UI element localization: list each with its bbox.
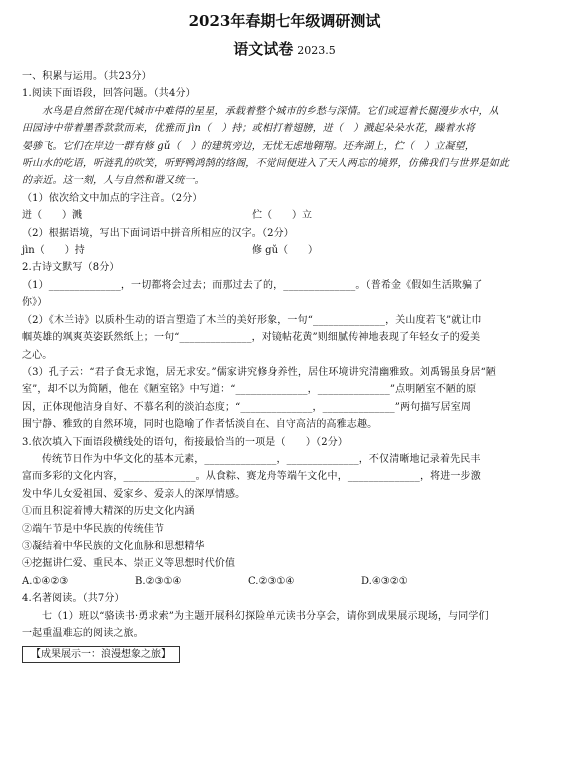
passage-line: 水鸟是自然留在现代城市中难得的星星，承载着整个城市的乡愁与深情。它们或逗着长腿漫步水中，从 [42,105,499,117]
question-1-heading: 1.阅读下面语段，回答问题。（共4分） [22,88,196,100]
question-line: 一起重温难忘的阅读之旅。 [22,628,144,639]
question-line: 富而多彩的文化内容，______________。从食粽、赛龙舟等端午文化中，______________，将进一步激 [22,471,481,483]
answer-options [22,573,547,590]
question-line: 帼英雄的飒爽英姿跃然纸上；一句“______________，对镜帖花黄”则细腻传神地表现了年轻女子的爱美 [22,332,481,344]
answer-blank[interactable]: jìn（ ）持 [22,245,85,257]
choice-item: ④挖掘讲仁爱、重民本、崇正义等思想时代价值 [22,558,236,570]
subject-title: 语文试卷 [233,40,294,58]
option-c[interactable]: C.②③①④ [248,575,295,587]
option-b[interactable]: B.②③①④ [135,575,182,587]
subquestion: （2）根据语境，写出下面词语中拼音所相应的汉字。（2分） [22,227,294,239]
question-4-heading: 4.名著阅读。（共7分） [22,593,125,605]
answer-row [22,242,547,259]
question-2-heading: 2.古诗文默写（8分） [22,262,120,274]
passage-line: 田园诗中带着墨香款款而来，优雅而 jìn（ ）持；或相打着翅膀，迸（ ）溅起朵朵水花，躁着水将 [22,123,475,135]
choice-item: ①而且积淀着博大精深的历史文化内涵 [22,506,195,518]
question-line: 传统节日作为中华文化的基本元素，______________，______________，不仅清晰地记录着先民丰 [42,453,481,465]
answer-blank[interactable]: 修 gǔ（ ） [252,245,319,257]
exam-subtitle [22,40,547,60]
passage-line: 听山水的吃语，听涟乳的吹笑，听野鸭鸿鹄的络阁，不觉间便进入了天人两忘的境界，仿佛我们与世界是如此 [22,158,510,170]
section-box-title: 【成果展示一：浪漫想象之旅】 [22,646,180,663]
question-line: （1）______________，一切都将会过去；而那过去了的，______________。（普希金《假如生活欺骗了 [22,279,483,291]
passage-line: 的亲近。这一刻，人与自然和谐又统一。 [22,175,205,187]
choice-item: ②端午节是中华民族的传统佳节 [22,523,165,535]
exam-date: 2023.5 [297,44,336,57]
question-line: 之心。 [22,349,53,361]
passage-line: 晏骖飞。它们在岸边一群有修 gǔ（ ）的建筑旁边，无忧无虑地翱翔。还奔湖上，伫（ ）立凝望， [22,140,475,152]
question-line: 七（1）班以“骆读书·勇求索”为主题开展科幻探险单元读书分享会，请你到成果展示现场，与同学们 [42,610,489,622]
section-heading: 一、积累与运用。（共23分） [22,71,152,82]
option-d[interactable]: D.④③②① [361,575,408,587]
question-line: 围宁静、雅致的自然环境，同时也隐喻了作者恬淡自在、自守高洁的高雅志趣。 [22,419,378,431]
option-a[interactable]: A.①④②③ [22,575,69,587]
subquestion: （1）依次给文中加点的字注音。（2分） [22,192,203,204]
answer-blank[interactable]: 迸（ ）溅 [22,210,82,222]
question-line: （2）《木兰诗》以质朴生动的语言塑造了木兰的美好形象，一句“______________，关山度若飞”就让巾 [22,314,482,326]
question-3-heading: 3.依次填入下面语段横线处的语句，衔接最恰当的一项是（ ）（2分） [22,436,349,448]
exam-title: 2023年春期七年级调研测试 [188,12,381,30]
answer-blank[interactable]: 伫（ ）立 [252,210,312,222]
question-line: 发中华儿女爱祖国、爱家乡、爱亲人的深厚情感。 [22,488,246,500]
question-line: 室”，却不以为简陋，他在《陋室铭》中写道：“______________，______________”点明陋室不陋的原 [22,384,477,396]
question-line: 你》） [22,297,48,309]
question-line: 因，正体现他洁身自好、不慕名利的淡泊态度；“______________，______________”两句描写居室周 [22,401,472,413]
answer-row [22,207,547,224]
question-line: （3）孔子云：“君子食无求饱，居无求安。”儒家讲究修身养性，居住环境讲究清幽雅致。刘禹锡虽身居“陋 [22,366,497,378]
choice-item: ③凝结着中华民族的文化血脉和思想精华 [22,540,205,552]
